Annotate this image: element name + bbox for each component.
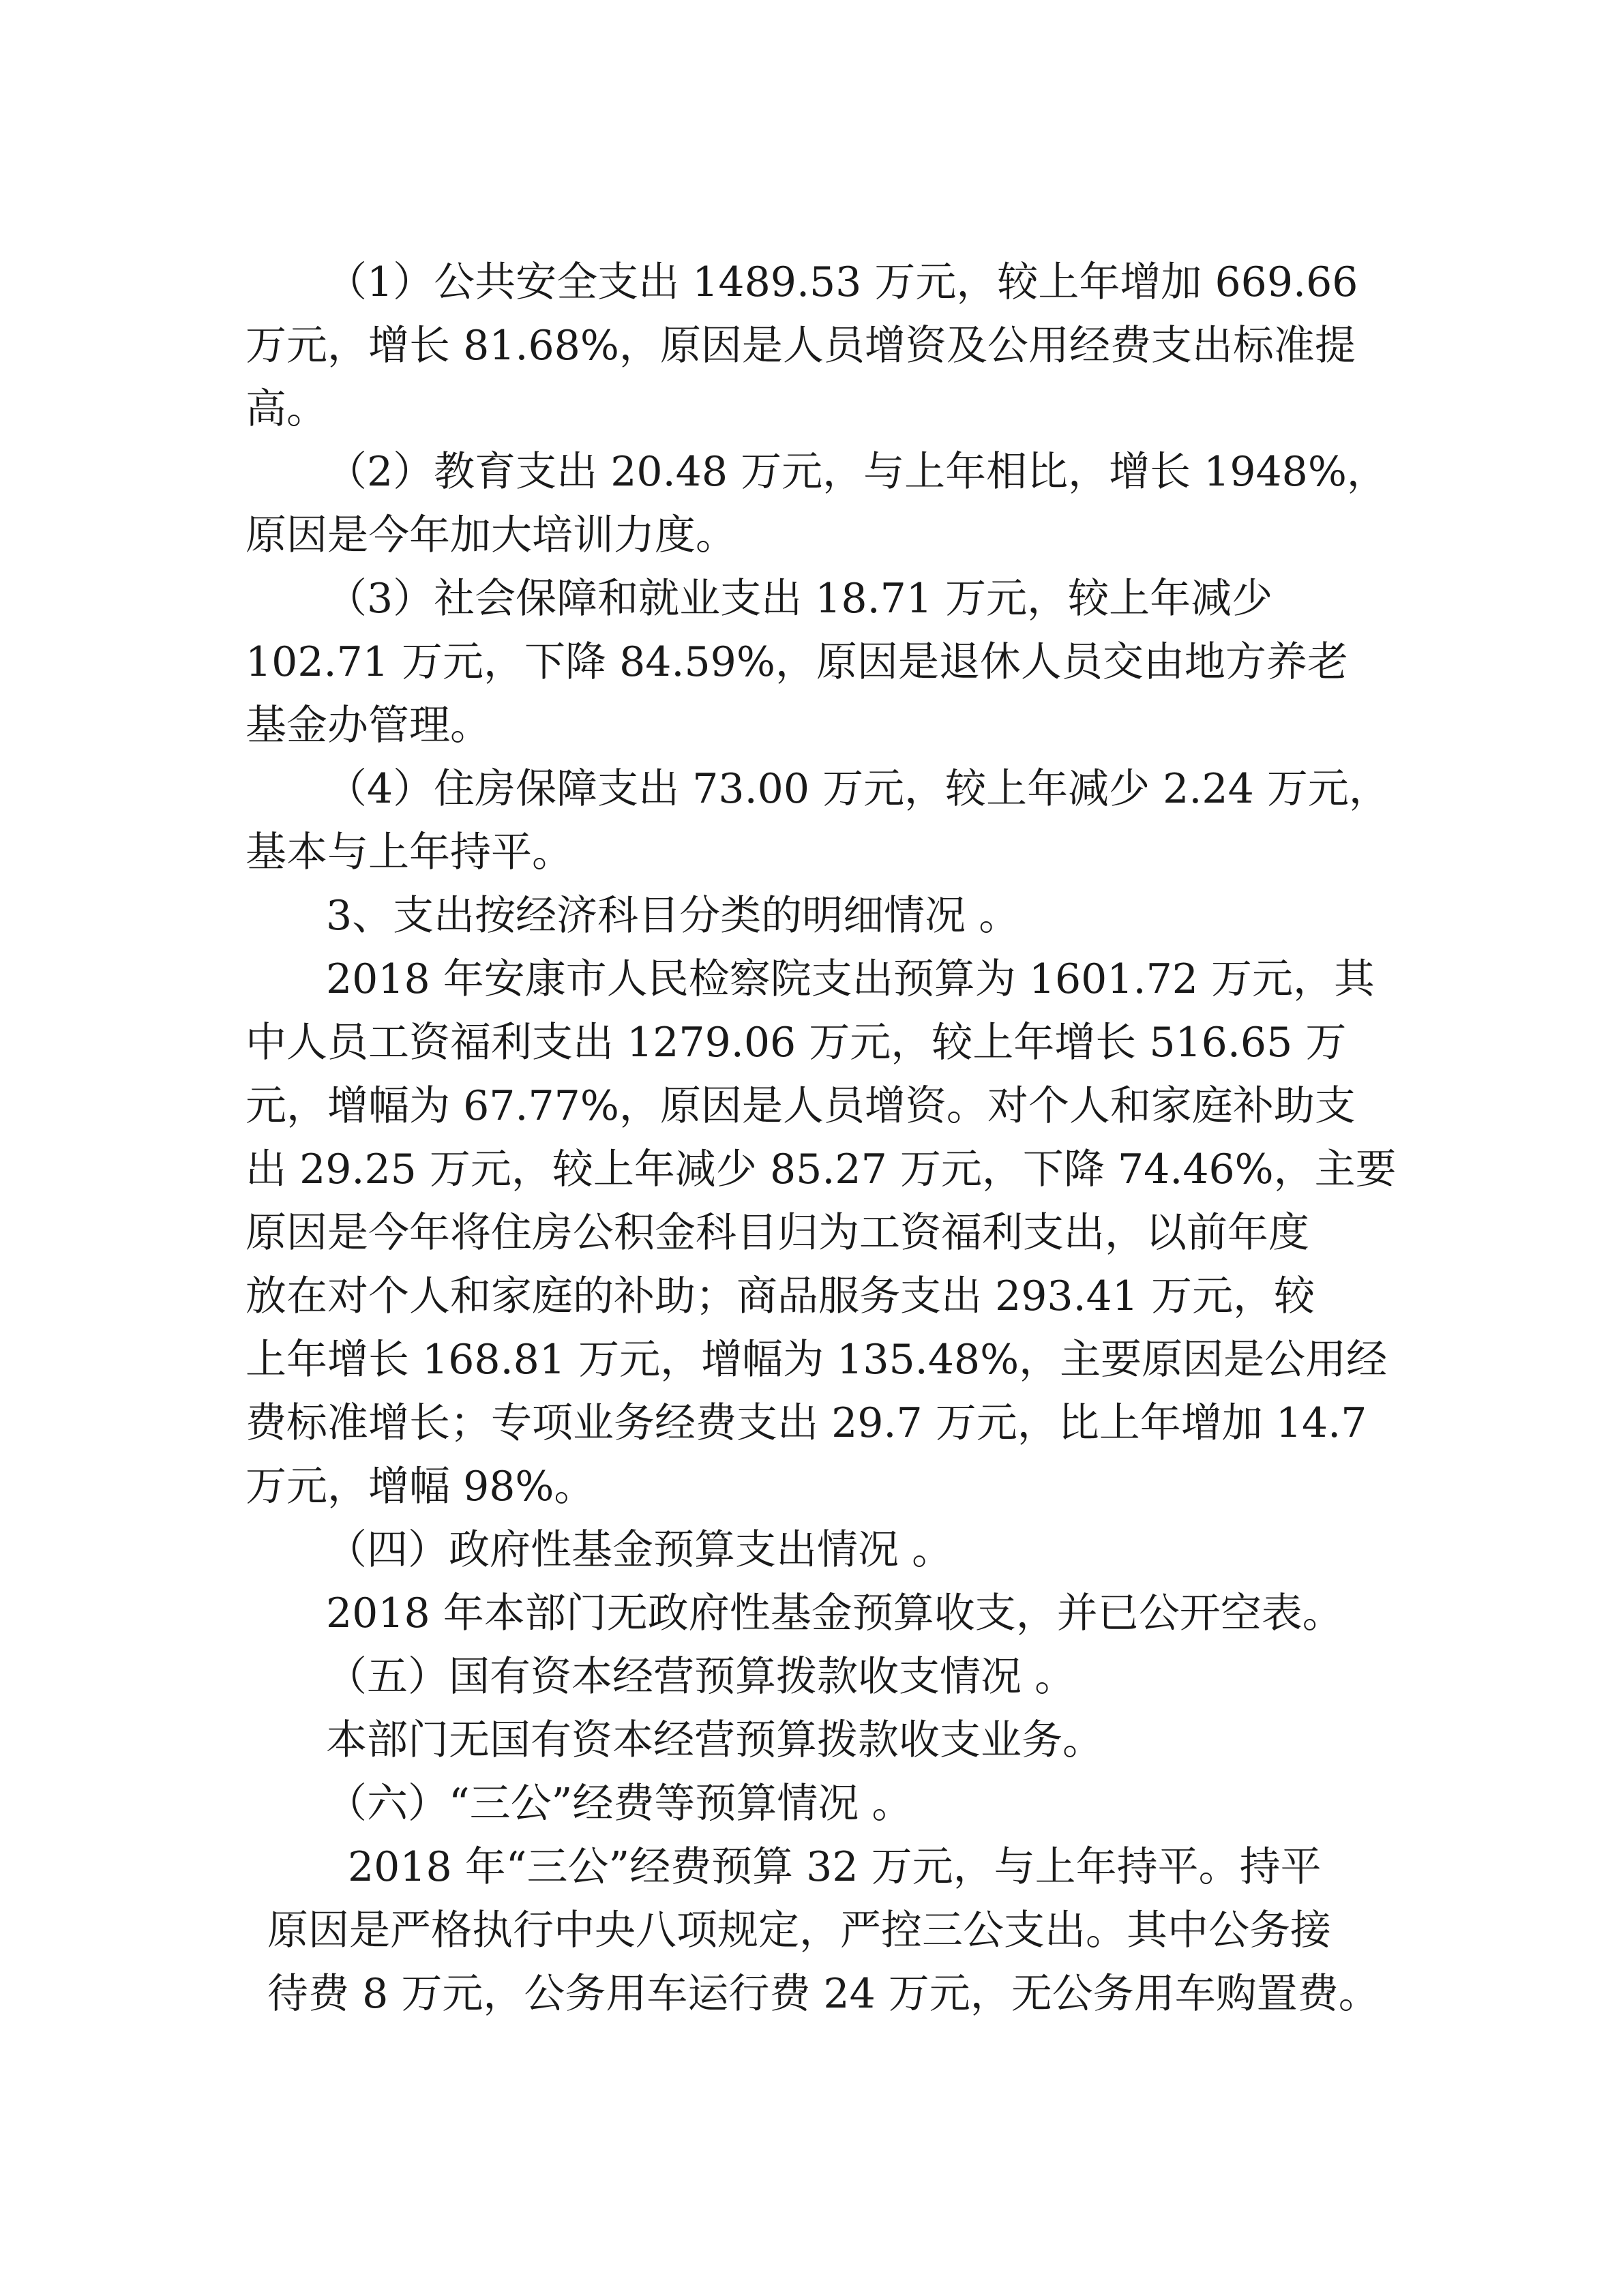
text-line: 万元，增长 81.68%，原因是人员增资及公用经费支出标准提 [245,322,1356,370]
text-line: （1）公共安全支出 1489.53 万元，较上年增加 669.66 [326,258,1358,306]
text-line: （4）住房保障支出 73.00 万元，较上年减少 2.24 万元， [326,765,1390,813]
text-line: （3）社会保障和就业支出 18.71 万元，较上年减少 [326,575,1273,623]
text-line: 2018 年“三公”经费预算 32 万元，与上年持平。持平 [348,1843,1322,1891]
text-line: 出 29.25 万元，较上年减少 85.27 万元，下降 74.46%，主要 [245,1146,1397,1193]
text-line: 原因是今年将住房公积金科目归为工资福利支出，以前年度 [245,1209,1309,1257]
text-line: 原因是严格执行中央八项规定，严控三公支出。其中公务接 [267,1907,1331,1954]
text-line: 中人员工资福利支出 1279.06 万元，较上年增长 516.65 万 [245,1019,1347,1067]
text-line: 费标准增长；专项业务经费支出 29.7 万元，比上年增加 14.7 [245,1399,1367,1447]
text-line: （五）国有资本经营预算拨款收支情况 。 [326,1653,1076,1701]
text-line: （六）“三公”经费等预算情况 。 [326,1780,913,1828]
text-line: 2018 年安康市人民检察院支出预算为 1601.72 万元，其 [326,955,1375,1003]
text-line: （2）教育支出 20.48 万元，与上年相比，增长 1948%， [326,448,1388,496]
text-line: 高。 [245,385,327,433]
text-line: 待费 8 万元，公务用车运行费 24 万元，无公务用车购置费。 [267,1970,1380,2018]
text-line: 基金办管理。 [245,702,491,749]
text-line: 3、支出按经济科目分类的明细情况 。 [326,892,1020,940]
text-line: 102.71 万元，下降 84.59%，原因是退休人员交由地方养老 [245,638,1348,686]
text-line: 上年增长 168.81 万元，增幅为 135.48%，主要原因是公用经 [245,1336,1388,1384]
text-line: 元，增幅为 67.77%，原因是人员增资。对个人和家庭补助支 [245,1082,1356,1130]
text-line: 基本与上年持平。 [245,829,573,876]
text-line: 2018 年本部门无政府性基金预算收支，并已公开空表。 [326,1590,1343,1637]
text-line: 本部门无国有资本经营预算拨款收支业务。 [326,1716,1103,1764]
text-line: （四）政府性基金预算支出情况 。 [326,1526,953,1574]
text-line: 原因是今年加大培训力度。 [245,511,736,559]
text-line: 万元，增幅 98%。 [245,1463,595,1510]
text-line: 放在对个人和家庭的补助；商品服务支出 293.41 万元，较 [245,1272,1315,1320]
